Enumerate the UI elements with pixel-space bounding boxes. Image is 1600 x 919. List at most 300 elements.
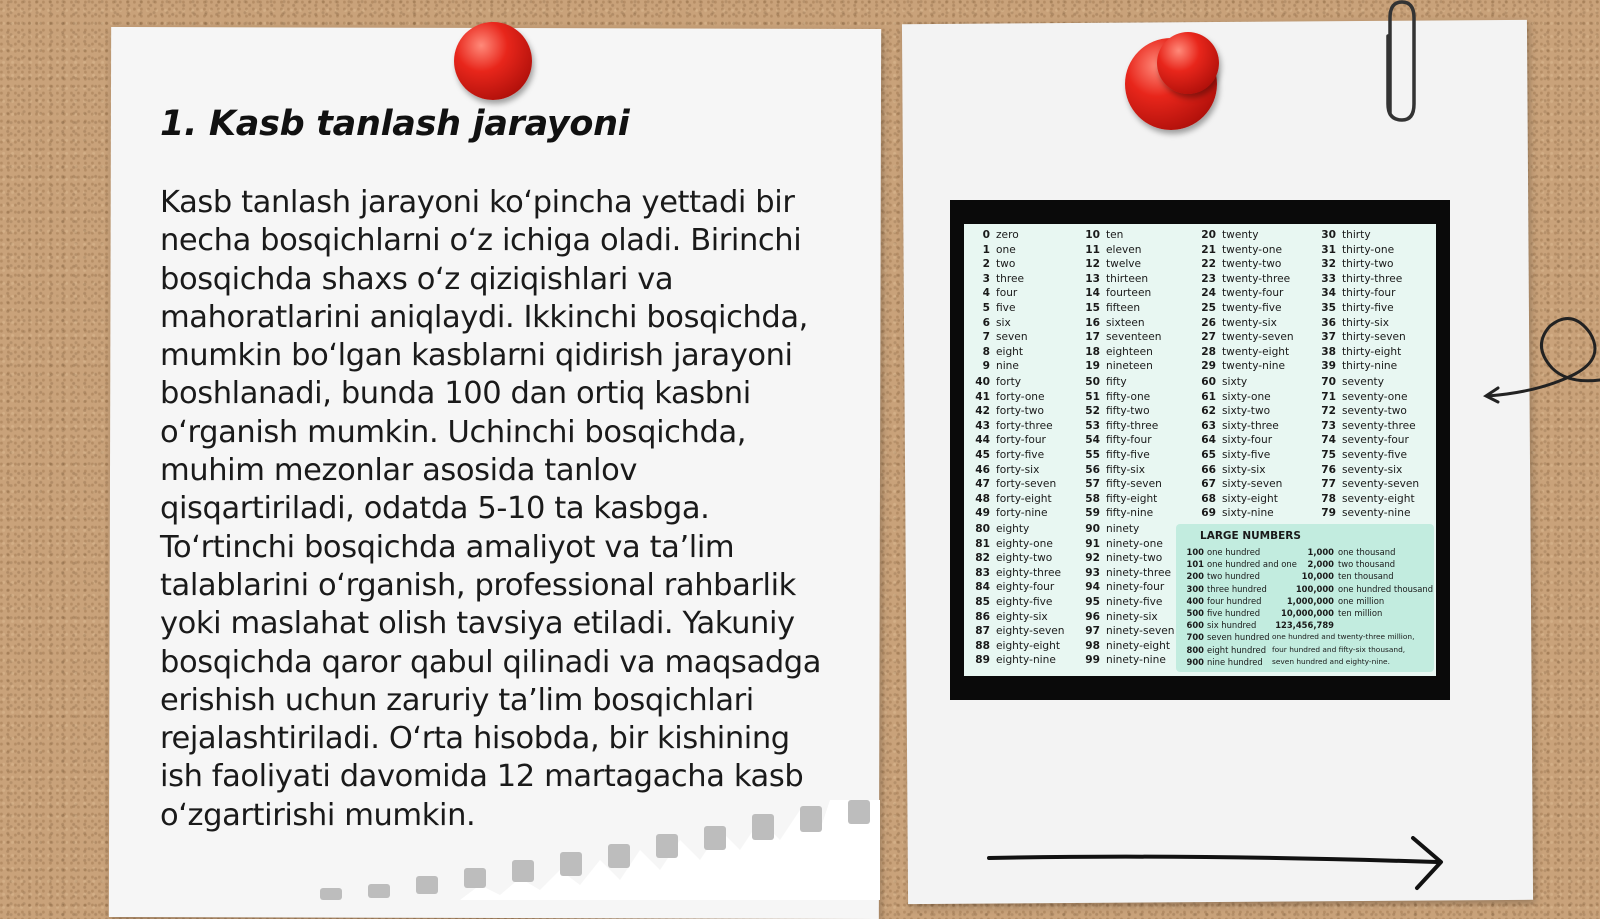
large-word: seven hundred and eighty-nine. [1272,656,1390,666]
number-word: thirteen [1106,272,1149,285]
hundred-digit: 900 [1186,656,1204,667]
number-digit: 29 [1201,360,1216,373]
large-word: ten thousand [1338,571,1394,582]
hundred-word: three hundred [1207,583,1267,594]
large-number-row [1176,644,1434,656]
number-digit: 40 [975,376,990,388]
number-digit: 22 [1201,258,1216,271]
number-word: three [996,272,1025,285]
number-row [1082,419,1202,434]
pushpin-icon [454,22,532,100]
number-row [1082,624,1202,639]
number-row [1198,477,1318,492]
number-row [1318,301,1438,316]
number-digit: 5 [982,301,990,314]
number-row [972,653,1092,668]
number-row [1198,345,1318,360]
number-word: thirty-one [1342,243,1395,256]
number-digit: 74 [1321,434,1336,447]
number-row [1318,419,1438,434]
number-digit: 57 [1085,478,1100,491]
number-word: eighty-seven [996,625,1065,638]
number-digit: 0 [982,229,990,241]
number-digit: 91 [1085,537,1100,550]
number-digit: 77 [1321,478,1336,491]
number-digit: 18 [1085,345,1100,358]
number-row [1318,433,1438,448]
number-word: twenty-seven [1222,331,1294,344]
number-row [1198,463,1318,478]
hundred-digit: 300 [1186,583,1204,594]
number-word: eleven [1106,243,1142,256]
number-row [1318,345,1438,360]
number-row [1082,492,1202,507]
number-word: fifty-seven [1106,478,1162,491]
number-digit: 70 [1321,376,1336,388]
number-row [1198,301,1318,316]
number-row [1082,448,1202,463]
number-word: nineteen [1106,360,1153,373]
number-word: ninety-eight [1106,639,1171,652]
number-word: fifteen [1106,301,1141,314]
number-digit: 58 [1085,492,1100,505]
number-word: fifty-six [1106,463,1146,476]
number-row [1082,286,1202,301]
number-digit: 82 [975,552,990,565]
hundred-digit: 500 [1186,608,1204,618]
number-digit: 37 [1321,331,1336,344]
hundred-word: six hundred [1207,620,1257,631]
pushpin-head-icon [1157,32,1219,94]
number-word: twenty-nine [1222,360,1285,373]
number-digit: 95 [1085,595,1100,608]
number-digit: 94 [1085,581,1100,594]
number-row [1082,316,1202,331]
number-word: seven [996,331,1028,344]
arrow-right-icon [985,836,1455,892]
number-word: sixty-six [1222,463,1266,476]
number-word: seventy-two [1342,405,1407,418]
number-word: forty-two [996,405,1044,418]
number-digit: 32 [1321,258,1336,271]
number-row [1318,477,1438,492]
hundred-word: one hundred and one [1207,559,1297,570]
number-word: fifty-one [1106,390,1151,403]
body-paragraph: Kasb tanlash jarayoni ko‘pincha yettadi bir necha bosqichlarni o‘z ichiga oladi. Birinchi bosqichda shaxs o‘z qiziqishlari va mahoratlarini aniqlaydi. Ikkinchi bosqichda, mumkin bo‘lgan kasblarni qidirish jarayoni boshlanadi, bunda 100 dan ortiq kasbni o‘rganish mumkin. Uchinchi bosqichda, muhim mezonlar asosida tanlov qisqartiriladi, odatda 5-10 ta kasbga. To‘rtinchi bosqichda amaliyot va ta’lim talablarini o‘rganish, professional rahbarlik yoki maslahat olish tavsiya etiladi. Yakuniy bosqichda qaror qabul qilinadi va maqsadga erishish uchun zaruriy ta’lim bosqichlari rejalashtiriladi. O‘rta hisobda, bir kishining ish faoliyati davomida 12 martagacha kasb o‘zgartirishi mumkin. [160,185,822,833]
number-word: forty-eight [996,492,1052,505]
number-digit: 72 [1321,405,1336,418]
number-row [1198,228,1318,243]
number-digit: 1 [982,243,990,256]
number-digit: 63 [1201,419,1216,432]
number-digit: 6 [982,316,990,329]
number-row [1198,506,1318,521]
number-word: fifty-nine [1106,507,1154,520]
number-digit: 39 [1321,360,1336,373]
number-word: sixty-five [1222,448,1271,461]
number-digit: 92 [1085,552,1100,565]
number-digit: 23 [1201,272,1216,285]
number-word: forty-six [996,463,1040,476]
number-word: forty-five [996,448,1045,461]
number-word: thirty-two [1342,258,1394,271]
number-word: seventy-one [1342,390,1408,403]
number-row [972,639,1092,654]
number-digit: 45 [975,448,990,461]
number-word: forty-four [996,434,1046,447]
number-row [1318,404,1438,419]
number-row [1082,433,1202,448]
number-digit: 66 [1201,463,1216,476]
number-row [1082,506,1202,521]
number-word: eighty-one [996,537,1053,550]
number-row [1082,551,1202,566]
number-row [972,243,1092,258]
number-row [972,330,1092,345]
number-row [1198,316,1318,331]
large-word: two thousand [1338,559,1396,570]
number-digit: 79 [1321,507,1336,520]
number-column [972,375,1092,521]
number-row [1318,492,1438,507]
number-digit: 46 [975,463,990,476]
number-digit: 73 [1321,419,1336,432]
number-column [972,522,1092,668]
number-row [1198,448,1318,463]
number-row [972,228,1092,243]
number-digit: 75 [1321,448,1336,461]
number-row [972,522,1092,537]
number-word: eighty [996,523,1030,535]
large-number-row [1176,619,1434,631]
number-row [972,477,1092,492]
number-digit: 49 [975,507,990,520]
hundred-digit: 101 [1186,559,1204,570]
number-row [972,286,1092,301]
large-digit: 2,000 [1307,559,1334,570]
number-row [972,492,1092,507]
number-row [972,624,1092,639]
number-row [1082,257,1202,272]
large-digit: 100,000 [1295,583,1334,594]
large-number-row [1176,546,1434,558]
number-digit: 10 [1085,229,1100,241]
number-word: zero [996,229,1019,241]
number-digit: 16 [1085,316,1100,329]
number-row [972,272,1092,287]
number-digit: 4 [982,287,990,300]
number-word: seventy-three [1342,419,1416,432]
number-word: fourteen [1106,287,1152,300]
number-row [972,316,1092,331]
number-row [972,610,1092,625]
number-word: thirty-six [1342,316,1389,329]
number-digit: 3 [982,272,990,285]
number-row [1318,390,1438,405]
number-row [972,404,1092,419]
number-word: seventy-eight [1342,492,1415,505]
number-column [1082,228,1202,374]
number-row [972,390,1092,405]
number-digit: 78 [1321,492,1336,505]
number-digit: 17 [1085,331,1100,344]
number-row [1318,359,1438,374]
number-word: twenty-one [1222,243,1283,256]
number-row [1198,375,1318,390]
number-row [972,463,1092,478]
number-digit: 2 [982,258,990,271]
large-word: one million [1338,595,1385,606]
number-word: twelve [1106,258,1142,271]
number-digit: 44 [975,434,990,447]
number-word: four [996,287,1018,300]
number-digit: 65 [1201,448,1216,461]
number-word: eighty-six [996,610,1048,623]
number-column [1198,228,1318,374]
number-word: twenty-five [1222,301,1282,314]
number-word: seventy-seven [1342,478,1420,491]
large-digit: 123,456,789 [1275,620,1334,631]
numbers-chart-image [950,200,1450,700]
large-number-row [1176,558,1434,570]
number-word: twenty [1222,229,1259,241]
number-word: twenty-four [1222,287,1284,300]
hundred-word: seven hundred [1207,632,1270,643]
number-word: thirty-seven [1342,331,1406,344]
number-word: eighty-nine [996,654,1056,667]
number-digit: 89 [975,654,990,667]
number-word: thirty [1342,229,1371,241]
number-word: fifty [1106,376,1127,388]
number-word: ninety-five [1106,595,1163,608]
large-number-row [1176,607,1434,619]
number-row [1198,404,1318,419]
number-digit: 33 [1321,272,1336,285]
number-word: sixty-three [1222,419,1279,432]
number-word: seventy-four [1342,434,1409,447]
number-digit: 51 [1085,390,1100,403]
number-word: thirty-eight [1342,345,1402,358]
number-row [1082,653,1202,668]
number-digit: 42 [975,405,990,418]
number-digit: 59 [1085,507,1100,520]
number-digit: 54 [1085,434,1100,447]
hundred-digit: 800 [1186,644,1204,655]
number-row [1082,639,1202,654]
number-row [972,359,1092,374]
number-digit: 31 [1321,243,1336,256]
number-row [1318,272,1438,287]
number-word: ninety-nine [1106,654,1166,667]
large-digit: 10,000,000 [1281,608,1334,618]
number-word: twenty-six [1222,316,1277,329]
number-word: sixty-one [1222,390,1271,403]
number-row [972,448,1092,463]
number-row [1318,243,1438,258]
number-word: forty-nine [996,507,1048,520]
number-digit: 60 [1201,376,1216,388]
number-row [1082,330,1202,345]
large-number-row [1176,656,1434,668]
number-digit: 80 [975,523,990,535]
number-word: twenty-two [1222,258,1282,271]
number-word: sixty-nine [1222,507,1274,520]
number-digit: 76 [1321,463,1336,476]
number-word: eighty-five [996,595,1053,608]
number-word: ninety-two [1106,552,1163,565]
hundred-digit: 400 [1186,595,1204,606]
number-row [1198,419,1318,434]
number-word: ten [1106,229,1124,241]
hundred-digit: 700 [1186,632,1204,643]
hundred-digit: 100 [1186,547,1204,557]
number-row [972,537,1092,552]
doodle-loop-icon [1480,308,1600,408]
number-row [1318,506,1438,521]
number-word: ninety-three [1106,566,1171,579]
large-digit: 1,000 [1307,547,1334,557]
number-digit: 19 [1085,360,1100,373]
large-number-row [1176,595,1434,607]
number-digit: 84 [975,581,990,594]
number-word: forty-three [996,419,1053,432]
paperclip-icon [1378,0,1418,126]
number-digit: 99 [1085,654,1100,667]
number-word: eight [996,345,1024,358]
number-digit: 47 [975,478,990,491]
number-word: thirty-five [1342,301,1394,314]
number-word: sixty-four [1222,434,1273,447]
number-digit: 62 [1201,405,1216,418]
slide-title: 1. Kasb tanlash jarayoni [160,104,630,144]
number-row [972,375,1092,390]
number-row [1198,492,1318,507]
number-digit: 48 [975,492,990,505]
number-row [1082,404,1202,419]
number-row [1082,522,1202,537]
number-row [1082,566,1202,581]
number-digit: 71 [1321,390,1336,403]
large-digit: 10,000 [1301,571,1334,582]
number-row [1198,390,1318,405]
hundred-word: four hundred [1207,595,1262,606]
number-word: forty-one [996,390,1045,403]
number-digit: 85 [975,595,990,608]
number-word: sixty-seven [1222,478,1283,491]
number-row [1082,359,1202,374]
number-word: eighty-three [996,566,1061,579]
number-word: fifty-three [1106,419,1159,432]
number-row [1198,272,1318,287]
number-row [1198,359,1318,374]
number-word: eighty-eight [996,639,1061,652]
number-digit: 27 [1201,331,1216,344]
number-digit: 93 [1085,566,1100,579]
number-word: fifty-two [1106,405,1150,418]
large-word: four hundred and fifty-six thousand, [1272,644,1406,654]
number-digit: 52 [1085,405,1100,418]
number-word: seventy-five [1342,448,1408,461]
number-digit: 34 [1321,287,1336,300]
number-row [972,301,1092,316]
number-row [972,566,1092,581]
number-row [1082,243,1202,258]
number-row [1198,330,1318,345]
number-digit: 8 [982,345,990,358]
number-digit: 25 [1201,301,1216,314]
number-digit: 30 [1321,229,1336,241]
number-row [1082,345,1202,360]
number-row [972,419,1092,434]
number-row [1082,228,1202,243]
number-row [1082,537,1202,552]
number-row [972,551,1092,566]
number-word: twenty-eight [1222,345,1290,358]
large-number-row [1176,631,1434,643]
number-digit: 43 [975,419,990,432]
number-digit: 41 [975,390,990,403]
number-digit: 35 [1321,301,1336,314]
number-row [1318,330,1438,345]
large-number-row [1176,570,1434,582]
number-word: seventy-nine [1342,507,1411,520]
number-column [1082,375,1202,521]
number-row [972,580,1092,595]
number-digit: 67 [1201,478,1216,491]
number-row [1082,272,1202,287]
number-digit: 38 [1321,345,1336,358]
number-digit: 64 [1201,434,1216,447]
number-row [1318,228,1438,243]
number-word: sixty-two [1222,405,1271,418]
number-word: sixteen [1106,316,1145,329]
number-digit: 87 [975,625,990,638]
large-numbers-title: LARGE NUMBERS [1200,530,1301,542]
number-digit: 36 [1321,316,1336,329]
number-digit: 20 [1201,229,1216,241]
number-digit: 11 [1085,243,1100,256]
number-word: thirty-nine [1342,360,1398,373]
number-row [1082,477,1202,492]
number-row [1082,595,1202,610]
number-word: ninety-one [1106,537,1163,550]
number-row [1318,448,1438,463]
large-numbers-box [1176,524,1434,672]
number-word: ninety-six [1106,610,1158,623]
number-word: ninety-seven [1106,625,1175,638]
number-row [1318,286,1438,301]
number-digit: 28 [1201,345,1216,358]
number-row [972,257,1092,272]
number-word: seventy-six [1342,463,1403,476]
number-row [972,433,1092,448]
number-column [1318,228,1438,374]
large-word: one thousand [1338,547,1396,557]
hundred-digit: 200 [1186,571,1204,582]
number-digit: 98 [1085,639,1100,652]
number-word: forty [996,376,1021,388]
hundred-word: eight hundred [1207,644,1267,655]
number-row [1198,243,1318,258]
numbers-chart [964,224,1436,676]
number-digit: 88 [975,639,990,652]
number-row [1198,257,1318,272]
number-digit: 53 [1085,419,1100,432]
number-digit: 26 [1201,316,1216,329]
number-row [1318,463,1438,478]
number-row [972,345,1092,360]
number-column [1318,375,1438,521]
